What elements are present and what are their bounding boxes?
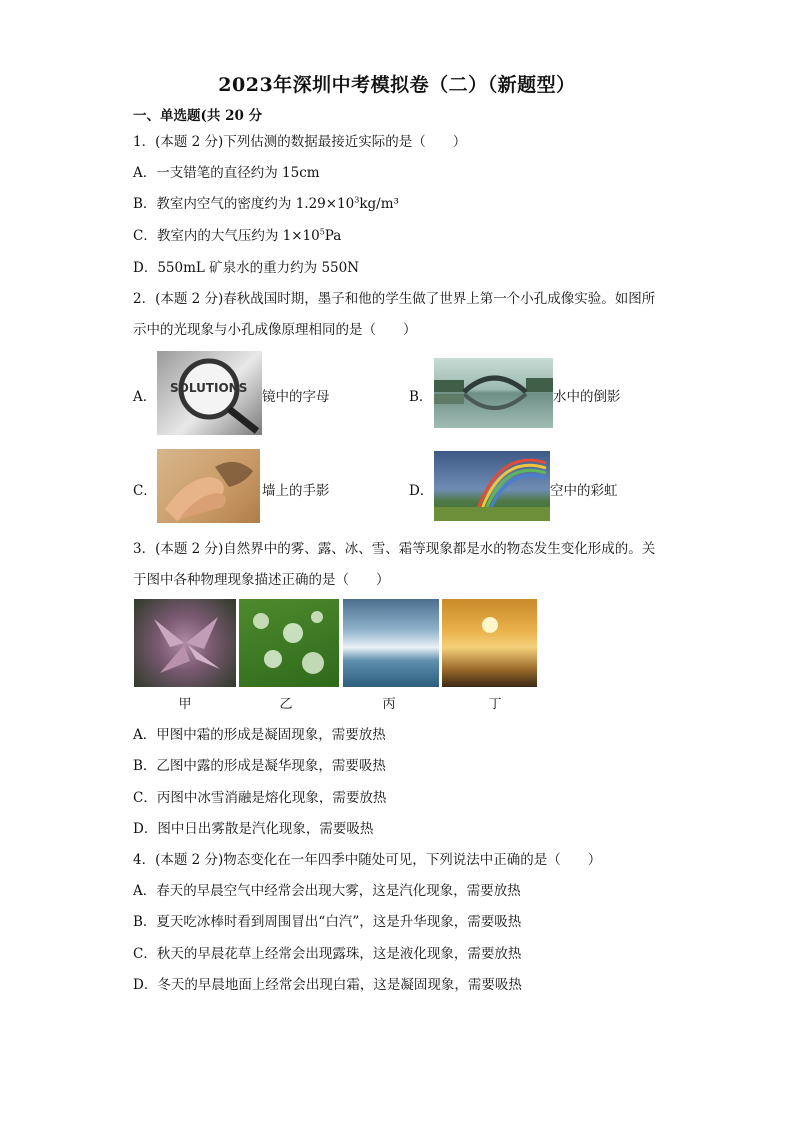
q2-option-d-caption: 空中的彩虹 <box>550 483 618 499</box>
page-title: 2023年深圳中考模拟卷（二）（新题型） <box>218 74 576 96</box>
hand-shadow-image <box>157 449 260 523</box>
q2-stem-line1: 2．(本题 2 分)春秋战国时期，墨子和他的学生做了世界上第一个小孔成像实验。如图所 <box>133 291 656 307</box>
q2-option-a-caption: 镜中的字母 <box>262 389 330 405</box>
q2-option-c-label: C． <box>133 483 157 499</box>
q3-image-label-bing: 丙 <box>382 697 396 712</box>
q4-stem: 4．(本题 2 分)物态变化在一年四季中随处可见，下列说法中正确的是（ ） <box>133 852 602 868</box>
melting-ice-image <box>343 599 439 687</box>
frost-leaves-image <box>134 599 236 687</box>
q3-option-c: C．丙图中冰雪消融是熔化现象，需要放热 <box>133 790 387 806</box>
rainbow-image <box>434 451 550 521</box>
dew-leaf-image <box>239 599 339 687</box>
q1-stem: 1．(本题 2 分)下列估测的数据最接近实际的是（ ） <box>133 134 467 150</box>
q3-option-b: B．乙图中露的形成是凝华现象，需要吸热 <box>133 758 386 774</box>
q2-stem-line2: 示中的光现象与小孔成像原理相同的是（ ） <box>133 322 417 338</box>
q3-image-label-ding: 丁 <box>488 697 502 712</box>
q1-option-a: A．一支错笔的直径约为 15cm <box>133 165 320 181</box>
q2-option-d-label: D． <box>409 483 434 499</box>
sunrise-fog-image <box>442 599 537 687</box>
q4-option-d: D．冬天的早晨地面上经常会出现白霜，这是凝固现象，需要吸热 <box>133 977 522 993</box>
q3-image-label-jia: 甲 <box>178 697 192 712</box>
magnifier-text: SOLUTIONS <box>170 381 248 395</box>
q2-option-c-caption: 墙上的手影 <box>262 483 330 499</box>
q4-option-c: C．秋天的早晨花草上经常会出现露珠，这是液化现象，需要放热 <box>133 946 522 962</box>
q4-option-b: B．夏天吃冰棒时看到周围冒出“白汽”，这是升华现象，需要吸热 <box>133 914 522 930</box>
bridge-reflection-image <box>434 358 553 428</box>
q3-option-d: D．图中日出雾散是汽化现象，需要吸热 <box>133 821 374 837</box>
q3-option-a: A．甲图中霜的形成是凝固现象，需要放热 <box>133 727 386 743</box>
magnifier-image <box>157 351 262 435</box>
q3-stem-line2: 于图中各种物理现象描述正确的是（ ） <box>133 572 390 588</box>
q3-image-label-yi: 乙 <box>279 697 293 712</box>
q1-option-c: C．教室内的大气压约为 $1\times 10^5Pa$ <box>133 227 342 244</box>
q4-option-a: A．春天的早晨空气中经常会出现大雾，这是汽化现象，需要放热 <box>133 883 521 899</box>
q2-option-a-label: A． <box>133 389 157 405</box>
section-heading: 一、单选题(共 20 分 <box>133 108 263 124</box>
q3-stem-line1: 3．(本题 2 分)自然界中的雾、露、冰、雪、霜等现象都是水的物态发生变化形成的。关 <box>133 541 656 557</box>
q1-option-b: B．教室内空气的密度约为 $1.29\times 10^3kg/m^3$ <box>133 195 399 212</box>
q2-option-b-caption: 水中的倒影 <box>553 389 621 405</box>
q1-option-d: D．550mL 矿泉水的重力约为 550N <box>133 260 360 276</box>
q2-option-b-label: B． <box>409 389 433 405</box>
